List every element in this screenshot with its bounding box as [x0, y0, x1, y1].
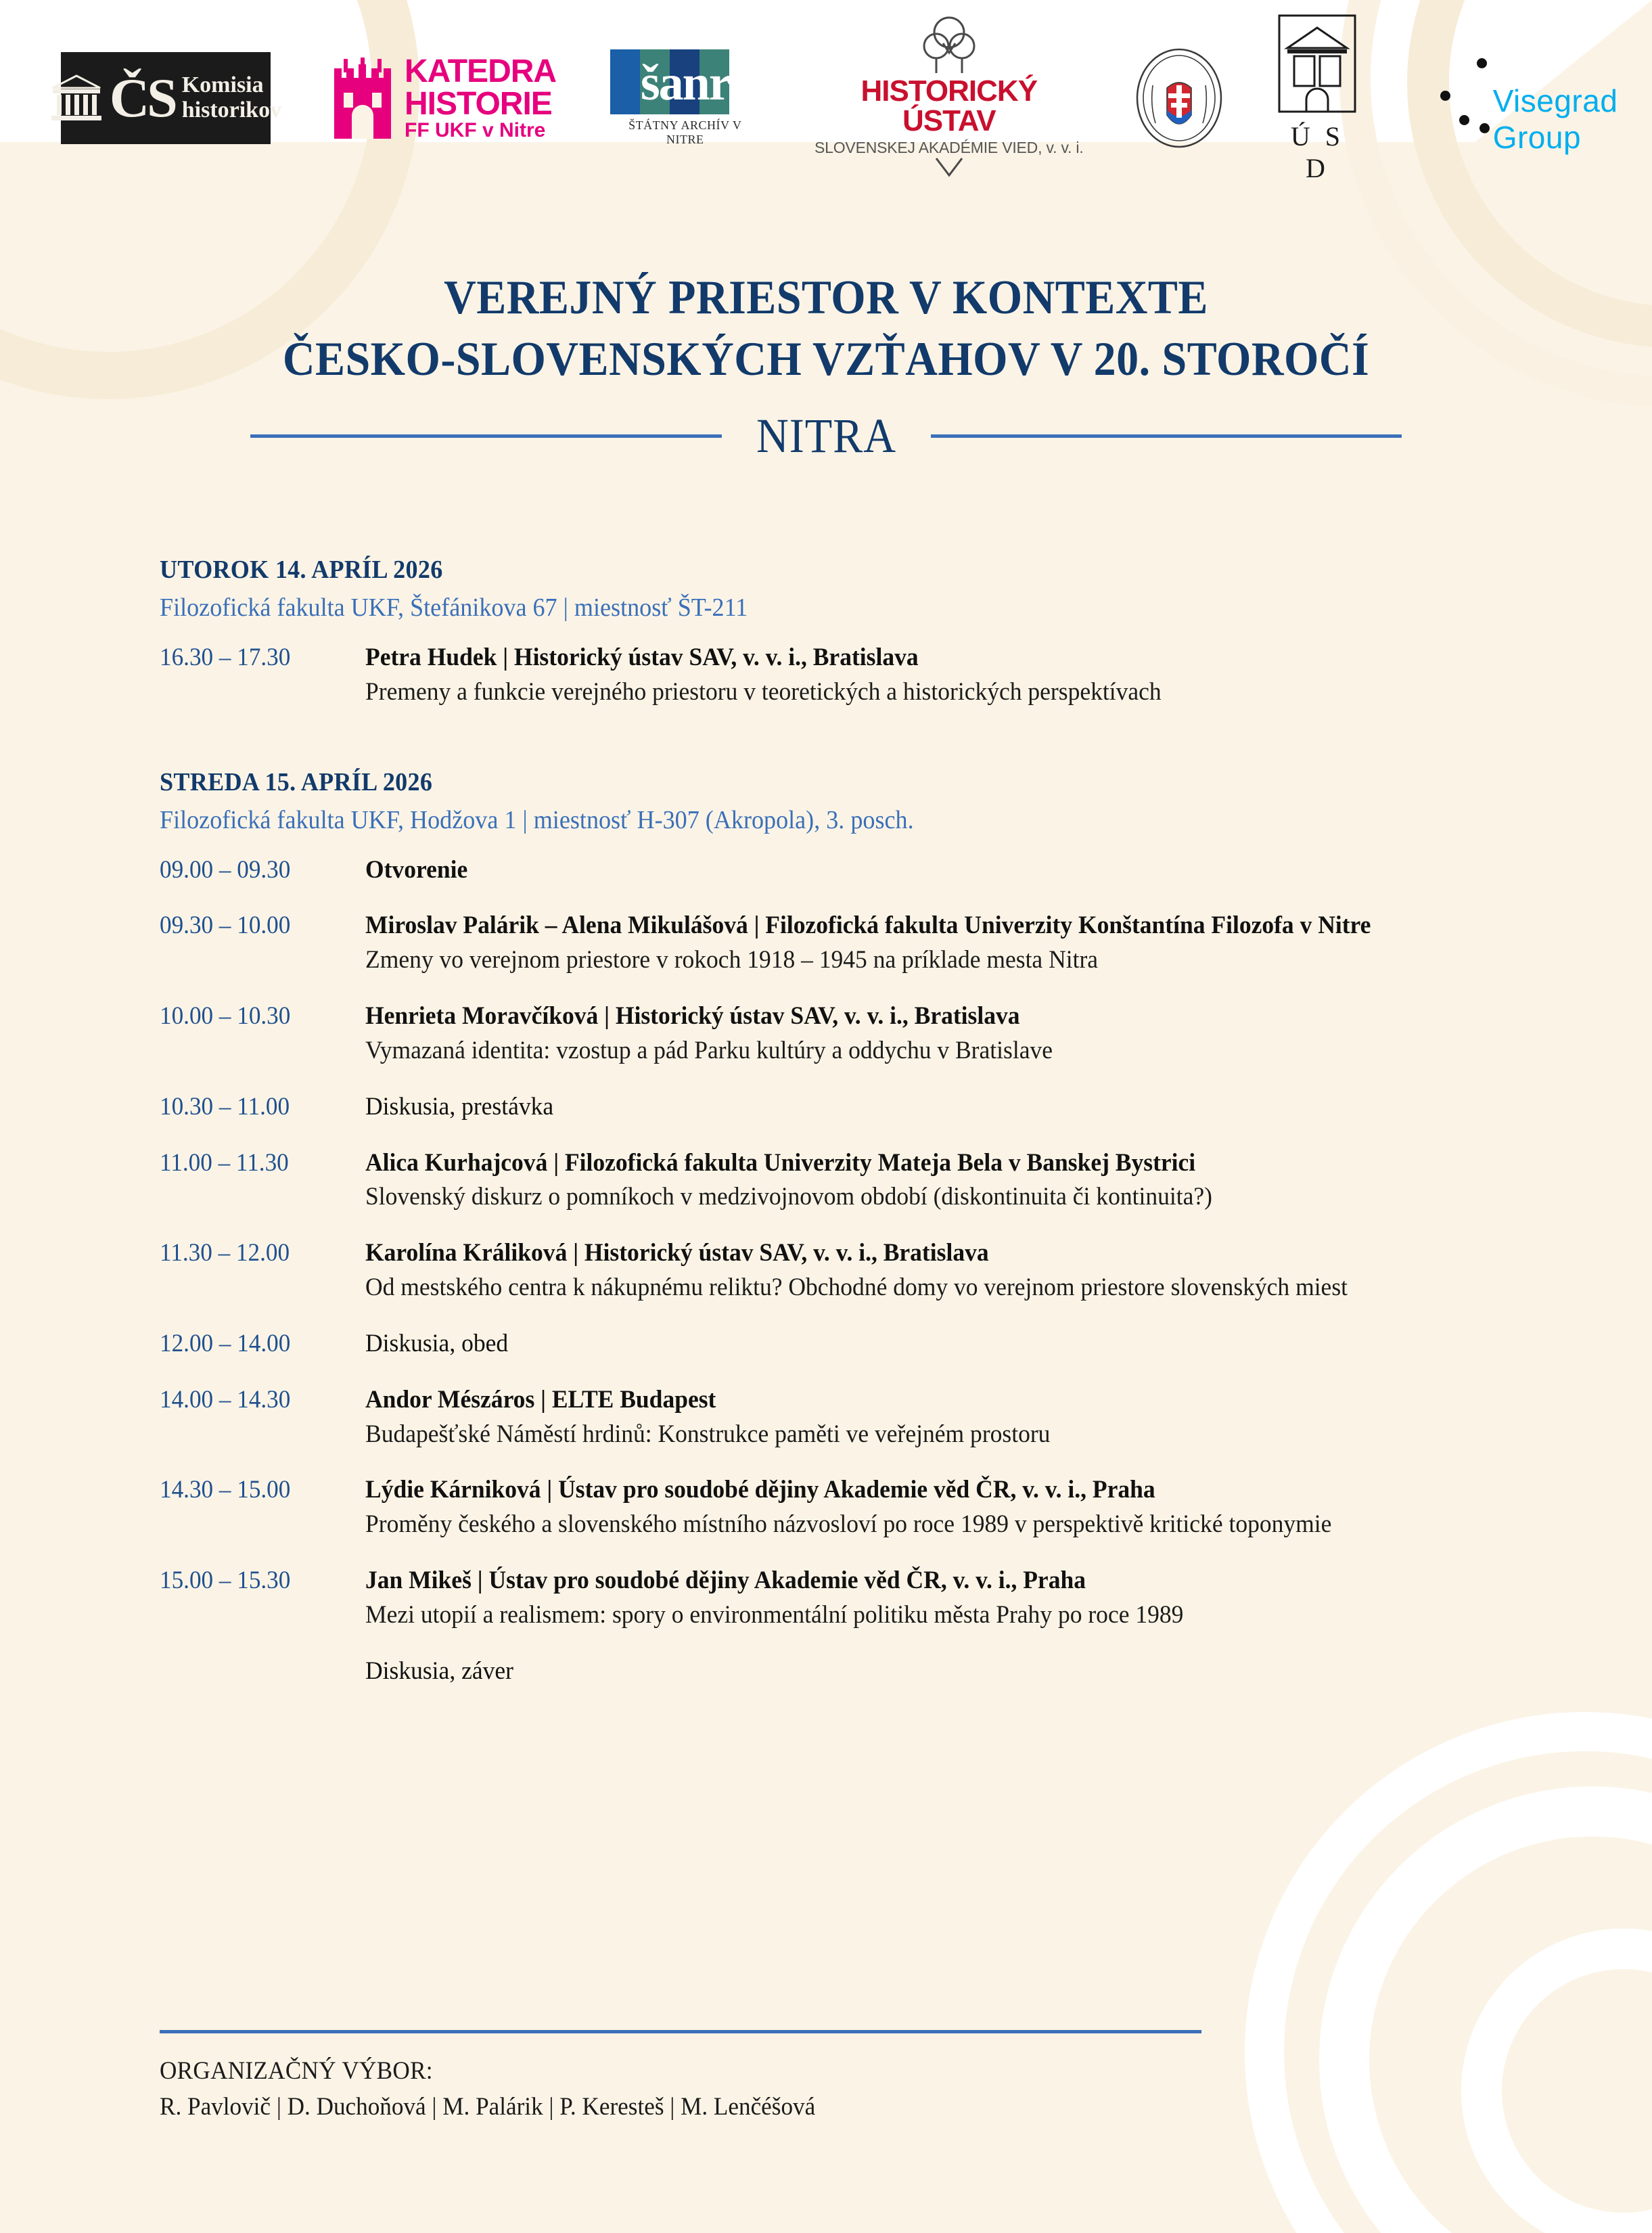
- session-paper-title: Proměny českého a slovenského místního názvosloví po roce 1989 v perspektivě kritické toponymie: [365, 1510, 1332, 1539]
- session-paper-title: Vymazaná identita: vzostup a pád Parku kultúry a oddychu v Bratislave: [365, 1036, 1053, 1064]
- sanr-wordmark: šanr: [640, 55, 730, 111]
- session-paper-title: Slovenský diskurz o pomníkoch v medzivojnovom období (diskontinuita či kontinuita?): [365, 1183, 1212, 1211]
- day-1-date: UTOROK 14. APRÍL 2026: [160, 556, 443, 584]
- visegrad-wordmark: Visegrad Group: [1492, 83, 1618, 155]
- day-1-sessions: [160, 641, 1472, 709]
- divider-rule-right: [931, 434, 1402, 438]
- session-label: Diskusia, prestávka: [365, 1092, 554, 1121]
- session-body: [363, 1237, 1472, 1305]
- session-time: [160, 1655, 352, 1688]
- building-icon: [1277, 13, 1358, 114]
- logo-visegrad-group: [1435, 47, 1652, 155]
- footer-block: [160, 2030, 1201, 2121]
- day-separator-space: [160, 732, 1472, 767]
- hu-line2: SLOVENSKEJ AKADÉMIE VIED, v. v. i.: [814, 138, 1084, 156]
- session-row: [160, 1655, 1472, 1688]
- session-speaker: Karolína Králiková | Historický ústav SAV, v. v. i., Bratislava: [365, 1239, 989, 1267]
- session-row: [160, 909, 1472, 977]
- session-paper-title: Mezi utopií a realismem: spory o environmentální politiku města Prahy po roce 1989: [365, 1600, 1184, 1629]
- session-label: Otvorenie: [365, 855, 468, 884]
- logo-usd: [1275, 13, 1360, 184]
- title-line-2: ČESKO-SLOVENSKÝCH VZŤAHOV V 20. STOROČÍ: [282, 332, 1370, 386]
- sanr-subtitle: ŠTÁTNY ARCHÍV V NITRE: [628, 118, 742, 146]
- session-time: 11.30 – 12.00: [160, 1239, 290, 1267]
- title-line-1: VEREJNÝ PRIESTOR V KONTEXTE: [444, 271, 1208, 324]
- session-speaker: Andor Mészáros | ELTE Budapest: [365, 1385, 716, 1414]
- session-row: [160, 1091, 1472, 1124]
- session-time: 12.00 – 14.00: [160, 1329, 291, 1357]
- session-body: [363, 1328, 1472, 1361]
- session-body: [363, 1091, 1472, 1124]
- session-speaker: Lýdie Kárniková | Ústav pro soudobé dějiny Akademie věd ČR, v. v. i., Praha: [365, 1476, 1155, 1504]
- day-2-date: STREDA 15. APRÍL 2026: [160, 767, 433, 796]
- session-time: 09.30 – 10.00: [160, 911, 291, 940]
- session-label: Diskusia, obed: [365, 1329, 509, 1357]
- session-time: 15.00 – 15.30: [160, 1566, 291, 1595]
- logo-slovenska-historicka-spolocnost: [1135, 47, 1223, 149]
- session-row: [160, 1000, 1472, 1068]
- session-time: 10.30 – 11.00: [160, 1092, 290, 1121]
- session-body: [363, 1000, 1472, 1068]
- session-time: 16.30 – 17.30: [160, 644, 291, 671]
- poster-title-block: [0, 267, 1652, 464]
- session-time: 09.00 – 09.30: [160, 855, 291, 884]
- program-schedule: [160, 555, 1472, 1711]
- session-paper-title: Premeny a funkcie verejného priestoru v teoretických a historických perspektívach: [365, 677, 1162, 706]
- session-row: [160, 641, 1472, 709]
- logo-komisia-line1: Komisia: [181, 72, 264, 98]
- divider-rule-left: [250, 434, 722, 438]
- session-time: 14.30 – 15.00: [160, 1476, 291, 1504]
- session-body: [363, 909, 1472, 977]
- session-body: [363, 641, 1472, 709]
- session-row: [160, 1237, 1472, 1305]
- usd-wordmark: Ú S D: [1290, 120, 1344, 183]
- session-paper-title: Budapešťské Náměstí hrdinů: Konstrukce paměti ve veřejném prostoru: [365, 1420, 1051, 1448]
- logo-katedra-line1: KATEDRA: [405, 53, 557, 89]
- session-body: [363, 1564, 1472, 1632]
- session-speaker: Miroslav Palárik – Alena Mikulášová | Filozofická fakulta Univerzity Konštantína Filozofa v Nitre: [365, 911, 1371, 940]
- logo-katedra-line3: FF UKF v Nitre: [405, 119, 546, 141]
- session-row: [160, 854, 1472, 887]
- session-row: [160, 1564, 1472, 1632]
- session-row: [160, 1474, 1472, 1541]
- visegrad-dot-1: [1477, 58, 1487, 68]
- session-time: 11.00 – 11.30: [160, 1148, 289, 1177]
- session-time: 14.00 – 14.30: [160, 1385, 291, 1414]
- session-body: [363, 1147, 1472, 1215]
- castle-icon: [330, 58, 395, 139]
- session-body: [363, 854, 1472, 887]
- seal-icon: [1135, 47, 1223, 149]
- city-name: NITRA: [756, 408, 896, 463]
- session-speaker: Jan Mikeš | Ústav pro soudobé dějiny Akademie věd ČR, v. v. i., Praha: [365, 1566, 1086, 1595]
- session-speaker: Petra Hudek | Historický ústav SAV, v. v. i., Bratislava: [365, 644, 919, 671]
- hu-line1: HISTORICKÝ ÚSTAV: [861, 74, 1038, 137]
- session-body: [363, 1384, 1472, 1451]
- session-paper-title: Zmeny vo verejnom priestore v rokoch 1918 – 1945 na príklade mesta Nitra: [365, 946, 1099, 974]
- session-row: [160, 1147, 1472, 1215]
- session-body: [363, 1474, 1472, 1541]
- day-1-venue: Filozofická fakulta UKF, Štefánikova 67 | miestnosť ŠT-211: [160, 593, 748, 622]
- visegrad-dot-4: [1479, 123, 1490, 133]
- day-block-1: [160, 555, 1472, 709]
- city-divider-row: [0, 408, 1652, 464]
- session-speaker: Henrieta Moravčíková | Historický ústav SAV, v. v. i., Bratislava: [365, 1002, 1020, 1031]
- logo-komisia-historikov: [61, 52, 282, 144]
- session-time: 10.00 – 10.30: [160, 1002, 291, 1031]
- day-block-2: [160, 767, 1472, 1688]
- organizing-committee-names: R. Pavlovič | D. Duchoňová | M. Palárik | P. Keresteš | M. Lenčéšová: [160, 2093, 816, 2121]
- organizing-committee-label: ORGANIZAČNÝ VÝBOR:: [160, 2057, 433, 2085]
- sponsor-logo-strip: [0, 0, 1652, 196]
- day-2-venue: Filozofická fakulta UKF, Hodžova 1 | miestnosť H-307 (Akropola), 3. posch.: [160, 805, 914, 834]
- session-label: Diskusia, záver: [365, 1656, 513, 1685]
- visegrad-dot-3: [1459, 115, 1469, 125]
- footer-divider-rule: [160, 2030, 1201, 2033]
- logo-katedra-historie: [330, 55, 556, 141]
- logo-komisia-line2: historikov: [181, 97, 282, 122]
- session-row: [160, 1384, 1472, 1451]
- chevron-down-icon: [934, 157, 965, 177]
- logo-monogram: ČS: [109, 67, 175, 129]
- session-speaker: Alica Kurhajcová | Filozofická fakulta Univerzity Mateja Bela v Banskej Bystrici: [365, 1148, 1196, 1177]
- logo-historicky-ustav-sav: [814, 16, 1084, 181]
- temple-icon: [50, 73, 103, 123]
- session-row: [160, 1328, 1472, 1361]
- logo-katedra-line2: HISTORIE: [405, 86, 552, 122]
- day-2-sessions: [160, 854, 1472, 1688]
- visegrad-dot-2: [1440, 91, 1450, 101]
- session-paper-title: Od mestského centra k nákupnému reliktu? Obchodné domy vo verejnom priestore slovenských miest: [365, 1273, 1348, 1302]
- session-body: [363, 1655, 1472, 1688]
- logo-sanr: [610, 49, 760, 147]
- owl-figure-icon: [898, 16, 1000, 73]
